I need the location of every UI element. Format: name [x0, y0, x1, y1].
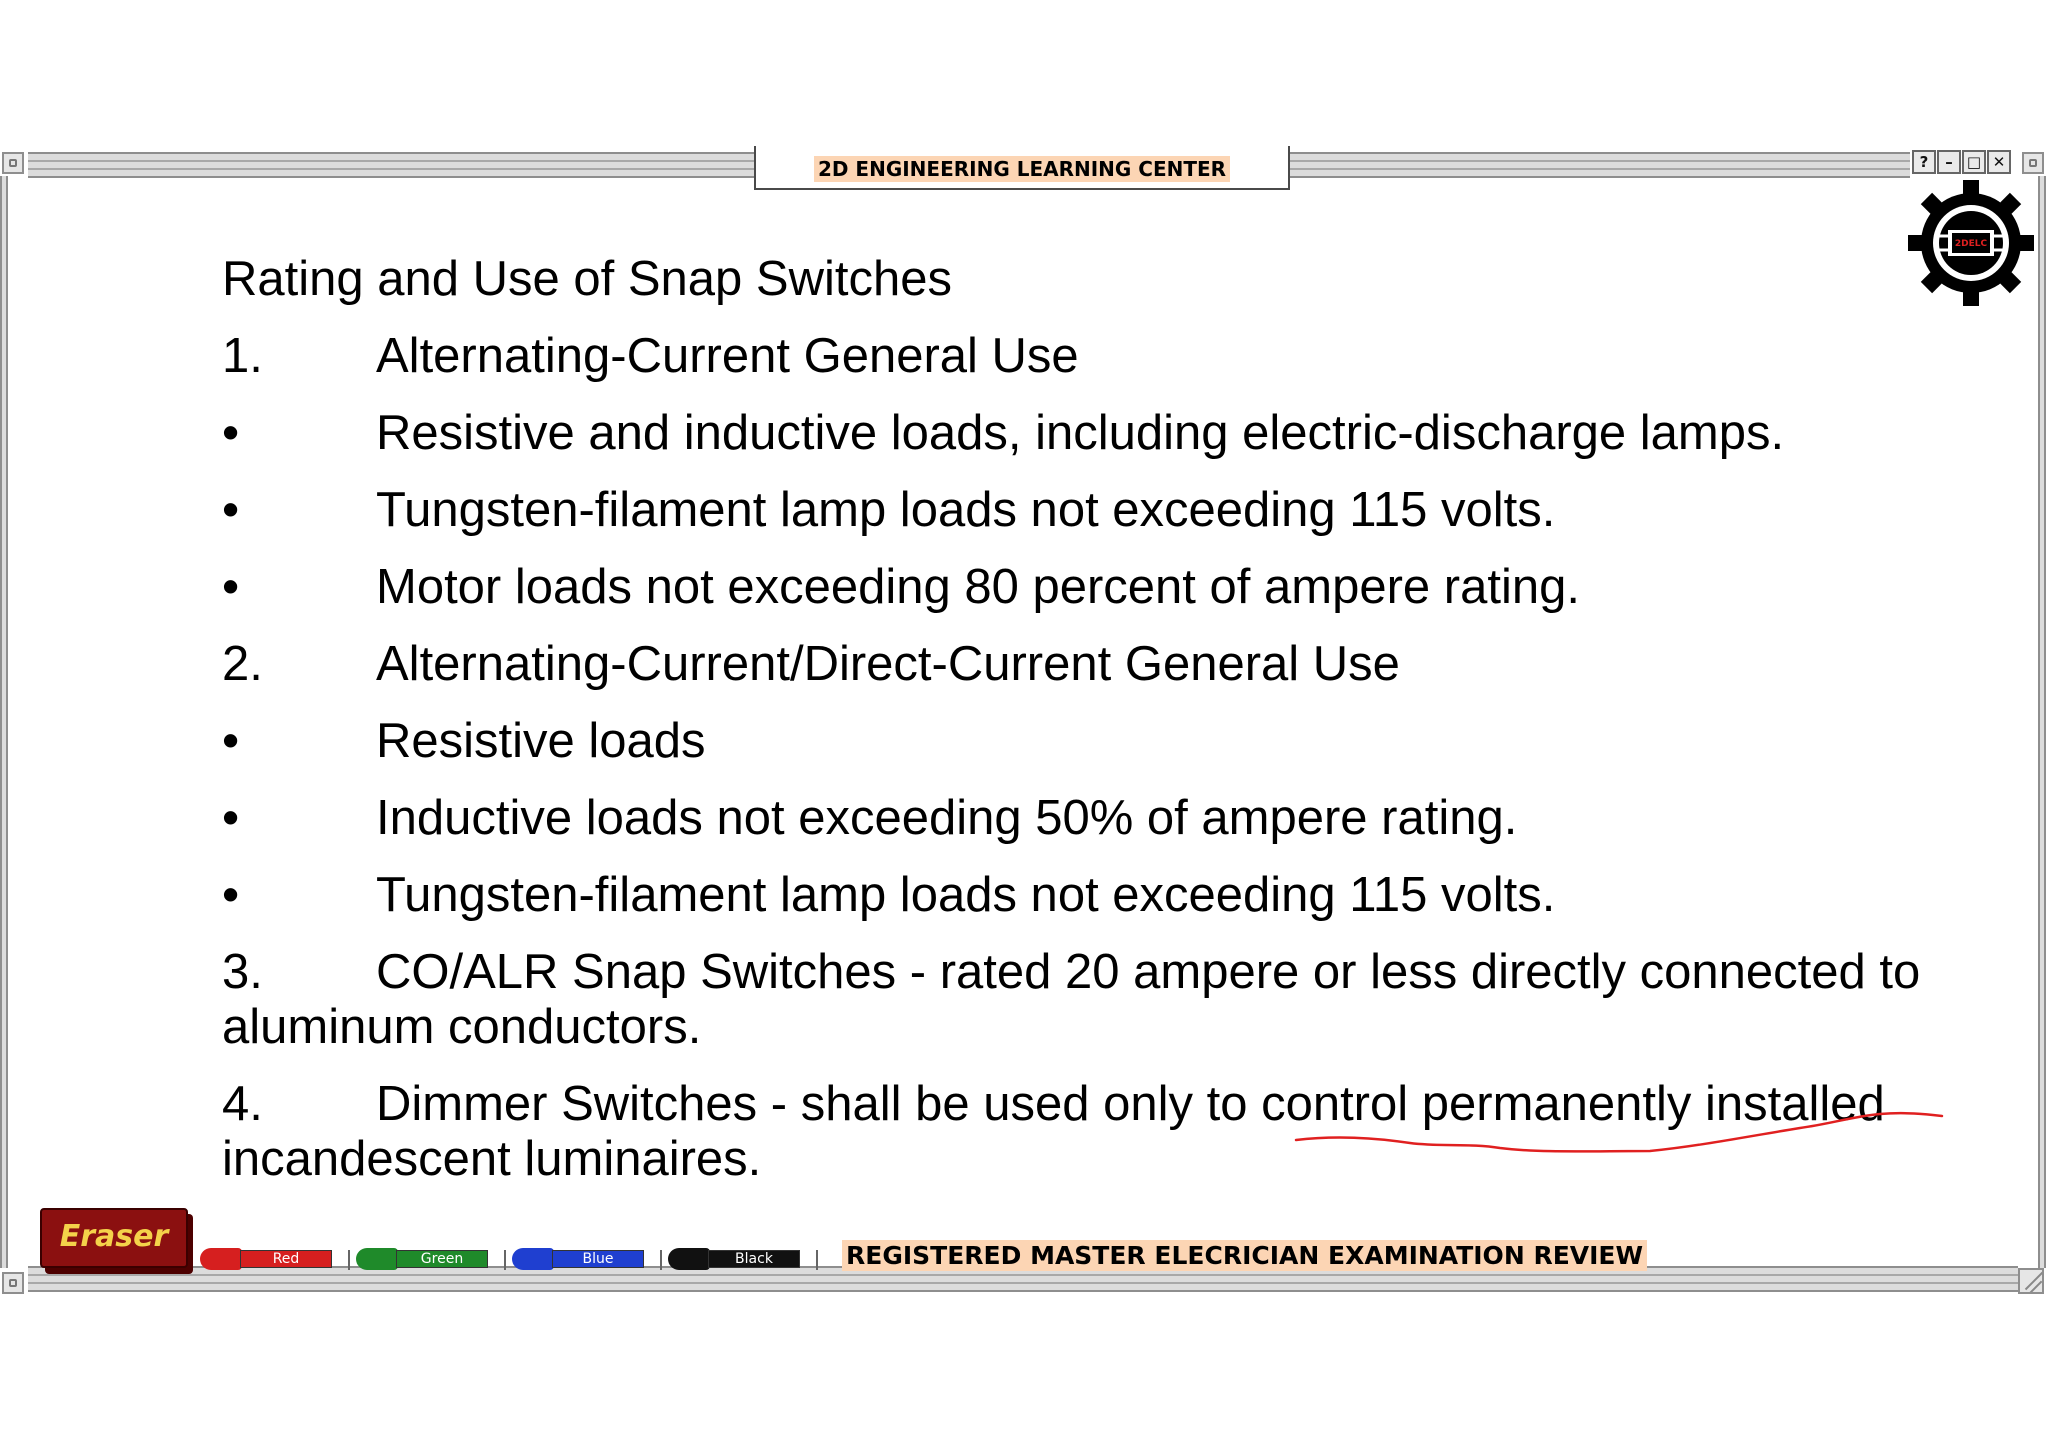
list-marker: 2.: [222, 637, 263, 691]
window-menu-icon[interactable]: [2, 152, 24, 174]
logo-text: 2DELC: [1954, 239, 1988, 249]
toolbar-divider: [816, 1250, 818, 1270]
list-marker: •: [222, 714, 240, 768]
blue-marker-cap-icon: [512, 1248, 554, 1270]
black-marker-button[interactable]: [668, 1248, 802, 1270]
list-item-text: CO/ALR Snap Switches - rated 20 ampere or less directly connected to: [376, 945, 1921, 999]
list-item-text: Resistive and inductive loads, including electric-discharge lamps.: [376, 406, 1785, 460]
list-marker: •: [222, 483, 240, 537]
list-item-text: Tungsten-filament lamp loads not exceeding 115 volts.: [376, 868, 1556, 922]
toolbar-divider: [348, 1250, 350, 1270]
red-marker-button[interactable]: [200, 1248, 334, 1270]
list-item-continuation: aluminum conductors.: [222, 1000, 702, 1054]
list-item-text: Motor loads not exceeding 80 percent of ampere rating.: [376, 560, 1580, 614]
eraser-button[interactable]: Eraser: [40, 1208, 188, 1268]
toolbar-divider: [660, 1250, 662, 1270]
gear-icon: [1908, 180, 2034, 306]
window-bottom-corner-icon: [2, 1272, 24, 1294]
list-marker: 1.: [222, 329, 263, 383]
toolbar-divider: [504, 1250, 506, 1270]
window-title-tab: [754, 146, 1290, 190]
right-border: [2038, 176, 2046, 1268]
close-button[interactable]: ✕: [1987, 150, 2011, 174]
list-marker: 3.: [222, 945, 263, 999]
minimize-button[interactable]: –: [1937, 150, 1961, 174]
engineering-gear-logo: [1906, 178, 2036, 308]
list-item-text: Alternating-Current/Direct-Current General Use: [376, 637, 1400, 691]
red-marker-label: Red: [240, 1250, 332, 1268]
maximize-button[interactable]: □: [1962, 150, 1986, 174]
blue-marker-label: Blue: [552, 1250, 644, 1268]
list-marker: •: [222, 560, 240, 614]
green-marker-cap-icon: [356, 1248, 398, 1270]
window-restore-icon[interactable]: [2022, 152, 2044, 174]
black-marker-label: Black: [708, 1250, 800, 1268]
list-item-continuation: incandescent luminaires.: [222, 1132, 762, 1186]
green-marker-button[interactable]: [356, 1248, 490, 1270]
help-button[interactable]: ?: [1912, 150, 1936, 174]
list-marker: •: [222, 406, 240, 460]
list-item-text: Dimmer Switches - shall be used only to control permanently installed: [376, 1077, 1885, 1131]
left-border: [0, 176, 8, 1268]
window-controls: [1912, 150, 2011, 174]
list-item-text: Inductive loads not exceeding 50% of ampere rating.: [376, 791, 1518, 845]
list-marker: •: [222, 868, 240, 922]
list-marker: •: [222, 791, 240, 845]
green-marker-label: Green: [396, 1250, 488, 1268]
slide-title: Rating and Use of Snap Switches: [222, 252, 952, 306]
list-marker: 4.: [222, 1077, 263, 1131]
title-bar-right[interactable]: [1290, 152, 1910, 178]
blue-marker-button[interactable]: [512, 1248, 646, 1270]
list-item-text: Resistive loads: [376, 714, 706, 768]
window-title: 2D ENGINEERING LEARNING CENTER: [814, 156, 1230, 182]
title-bar-left[interactable]: [28, 152, 754, 178]
red-marker-cap-icon: [200, 1248, 242, 1270]
list-item-text: Alternating-Current General Use: [376, 329, 1079, 383]
black-marker-cap-icon: [668, 1248, 710, 1270]
footer-banner: REGISTERED MASTER ELECRICIAN EXAMINATION REVIEW: [842, 1240, 1647, 1271]
resize-grip-icon[interactable]: [2018, 1268, 2044, 1294]
list-item-text: Tungsten-filament lamp loads not exceeding 115 volts.: [376, 483, 1556, 537]
